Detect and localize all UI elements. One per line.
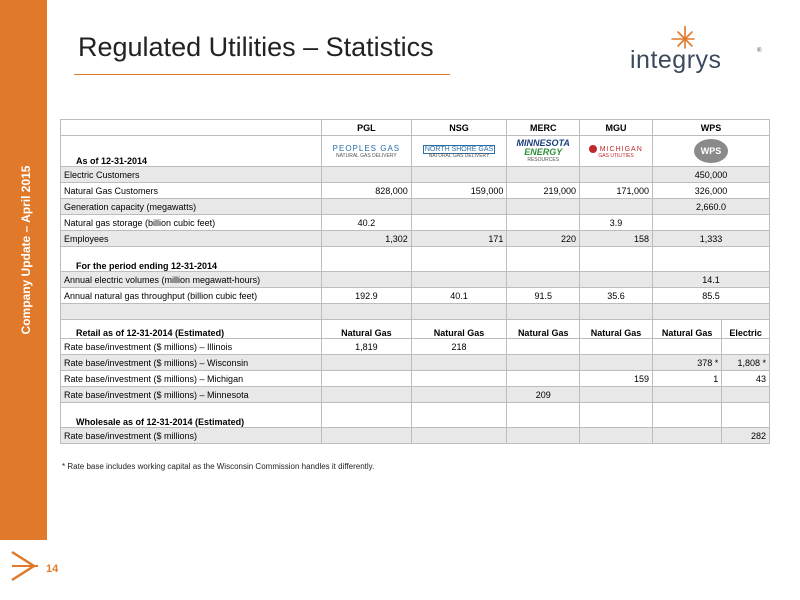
table-cell xyxy=(652,247,769,272)
table-cell: Natural Gas xyxy=(507,320,580,339)
table-cell xyxy=(652,387,721,403)
table-cell xyxy=(507,371,580,387)
table-cell xyxy=(580,387,653,403)
table-cell xyxy=(507,272,580,288)
table-cell xyxy=(411,247,507,272)
table-cell: 43 xyxy=(722,371,770,387)
col-header-nsg: NSG xyxy=(411,120,507,136)
table-row xyxy=(61,231,770,247)
sidebar-bar xyxy=(0,0,47,540)
integrys-logo: integrys xyxy=(630,46,722,74)
table-cell xyxy=(580,304,653,320)
table-cell: Natural gas storage (billion cubic feet) xyxy=(61,215,322,231)
table-cell xyxy=(322,247,412,272)
table-cell xyxy=(507,339,580,355)
table-cell: 1,808 * xyxy=(722,355,770,371)
table-cell xyxy=(507,167,580,183)
table-row xyxy=(61,403,770,428)
table-cell: 2,660.0 xyxy=(652,199,769,215)
table-cell xyxy=(722,339,770,355)
logo-row xyxy=(61,136,770,167)
title-divider xyxy=(74,74,450,75)
table-cell xyxy=(507,215,580,231)
table-cell xyxy=(580,355,653,371)
table-row xyxy=(61,387,770,403)
table-cell xyxy=(411,304,507,320)
table-row xyxy=(61,199,770,215)
table-cell xyxy=(722,403,770,428)
table-cell xyxy=(507,199,580,215)
peoples-gas-logo: PEOPLES GAS NATURAL GAS DELIVERY xyxy=(322,136,412,167)
table-cell xyxy=(652,215,769,231)
table-row xyxy=(61,183,770,199)
table-cell: 91.5 xyxy=(507,288,580,304)
table-cell: 218 xyxy=(411,339,507,355)
table-cell xyxy=(507,403,580,428)
table-cell xyxy=(322,403,412,428)
michigan-gas-logo: MICHIGAN GAS UTILITIES xyxy=(580,136,653,167)
table-cell: 378 * xyxy=(652,355,721,371)
table-cell: Natural Gas xyxy=(322,320,412,339)
table-row xyxy=(61,304,770,320)
table-cell xyxy=(322,167,412,183)
table-cell: 450,000 xyxy=(652,167,769,183)
table-cell xyxy=(580,428,653,444)
table-cell: Electric xyxy=(722,320,770,339)
table-cell xyxy=(411,355,507,371)
table-cell xyxy=(411,199,507,215)
table-cell: Annual natural gas throughput (billion cubic feet) xyxy=(61,288,322,304)
table-cell xyxy=(507,355,580,371)
table-cell xyxy=(411,428,507,444)
page-title: Regulated Utilities – Statistics xyxy=(78,32,434,62)
table-cell xyxy=(411,403,507,428)
table-cell: 158 xyxy=(580,231,653,247)
table-cell: 171 xyxy=(411,231,507,247)
table-cell: 3.9 xyxy=(580,215,653,231)
col-header-pgl: PGL xyxy=(322,120,412,136)
table-row xyxy=(61,272,770,288)
minnesota-energy-logo: MINNESOTA ENERGY RESOURCES xyxy=(507,136,580,167)
table-cell xyxy=(322,355,412,371)
table-cell xyxy=(580,272,653,288)
wps-logo: WPS xyxy=(652,136,769,167)
col-header-wps: WPS xyxy=(652,120,769,136)
table-cell: Rate base/investment ($ millions) – Minnesota xyxy=(61,387,322,403)
table-cell xyxy=(322,387,412,403)
table-cell xyxy=(411,215,507,231)
table-cell xyxy=(652,339,721,355)
table-cell xyxy=(411,272,507,288)
table-cell: 219,000 xyxy=(507,183,580,199)
table-cell xyxy=(322,428,412,444)
table-row xyxy=(61,215,770,231)
logo-trademark: ® xyxy=(757,48,762,54)
table-cell: Rate base/investment ($ millions) – Wisconsin xyxy=(61,355,322,371)
table-cell: 326,000 xyxy=(652,183,769,199)
table-cell: Rate base/investment ($ millions) – Illinois xyxy=(61,339,322,355)
table-cell: 1,333 xyxy=(652,231,769,247)
table-cell: Natural Gas xyxy=(652,320,721,339)
header-corner xyxy=(61,120,322,136)
col-header-mgu: MGU xyxy=(580,120,653,136)
table-cell: Natural Gas Customers xyxy=(61,183,322,199)
table-cell: Rate base/investment ($ millions) xyxy=(61,428,322,444)
table-row xyxy=(61,355,770,371)
col-header-merc: MERC xyxy=(507,120,580,136)
footnote: * Rate base includes working capital as the Wisconsin Commission handles it differently. xyxy=(62,462,375,471)
table-row xyxy=(61,247,770,272)
table-cell: 192.9 xyxy=(322,288,412,304)
table-cell xyxy=(507,247,580,272)
table-cell: Generation capacity (megawatts) xyxy=(61,199,322,215)
table-cell xyxy=(322,272,412,288)
table-cell xyxy=(411,387,507,403)
table-cell: 1,302 xyxy=(322,231,412,247)
table-cell: 171,000 xyxy=(580,183,653,199)
table-cell xyxy=(322,371,412,387)
sidebar-label: Company Update – April 2015 xyxy=(19,165,33,335)
statistics-table xyxy=(60,119,770,444)
table-cell: Employees xyxy=(61,231,322,247)
table-cell: 209 xyxy=(507,387,580,403)
north-shore-gas-logo: NORTH SHORE GAS NATURAL GAS DELIVERY xyxy=(411,136,507,167)
table-cell: 40.1 xyxy=(411,288,507,304)
table-cell xyxy=(722,387,770,403)
table-cell xyxy=(61,304,322,320)
table-cell: 159 xyxy=(580,371,653,387)
table-cell: 828,000 xyxy=(322,183,412,199)
arrow-logo-icon xyxy=(8,548,46,584)
table-cell xyxy=(580,247,653,272)
as-of-label: As of 12-31-2014 xyxy=(61,136,322,167)
table-cell: Natural Gas xyxy=(411,320,507,339)
column-header-row xyxy=(61,120,770,136)
table-cell: 14.1 xyxy=(652,272,769,288)
table-cell: 40.2 xyxy=(322,215,412,231)
table-cell: 159,000 xyxy=(411,183,507,199)
table-cell: 220 xyxy=(507,231,580,247)
table-cell xyxy=(652,403,721,428)
table-cell xyxy=(580,403,653,428)
table-cell: 1 xyxy=(652,371,721,387)
table-cell: 1,819 xyxy=(322,339,412,355)
table-cell: 85.5 xyxy=(652,288,769,304)
table-cell xyxy=(580,199,653,215)
table-cell xyxy=(411,167,507,183)
table-cell: Natural Gas xyxy=(580,320,653,339)
table-cell xyxy=(652,428,721,444)
table-row xyxy=(61,167,770,183)
table-cell: Annual electric volumes (million megawatt-hours) xyxy=(61,272,322,288)
table-cell xyxy=(322,304,412,320)
table-cell xyxy=(507,428,580,444)
table-cell: Retail as of 12-31-2014 (Estimated) xyxy=(61,320,322,339)
table-row xyxy=(61,339,770,355)
table-row xyxy=(61,428,770,444)
table-cell: 282 xyxy=(722,428,770,444)
page-number: 14 xyxy=(46,563,59,575)
table-cell: Electric Customers xyxy=(61,167,322,183)
table-cell: Wholesale as of 12-31-2014 (Estimated) xyxy=(61,403,322,428)
table-cell: Rate base/investment ($ millions) – Michigan xyxy=(61,371,322,387)
table-cell xyxy=(580,339,653,355)
table-cell xyxy=(580,167,653,183)
table-cell xyxy=(322,199,412,215)
table-cell xyxy=(411,371,507,387)
table-cell xyxy=(652,304,769,320)
table-row xyxy=(61,320,770,339)
table-cell xyxy=(507,304,580,320)
table-cell: For the period ending 12-31-2014 xyxy=(61,247,322,272)
table-row xyxy=(61,371,770,387)
table-row xyxy=(61,288,770,304)
table-cell: 35.6 xyxy=(580,288,653,304)
